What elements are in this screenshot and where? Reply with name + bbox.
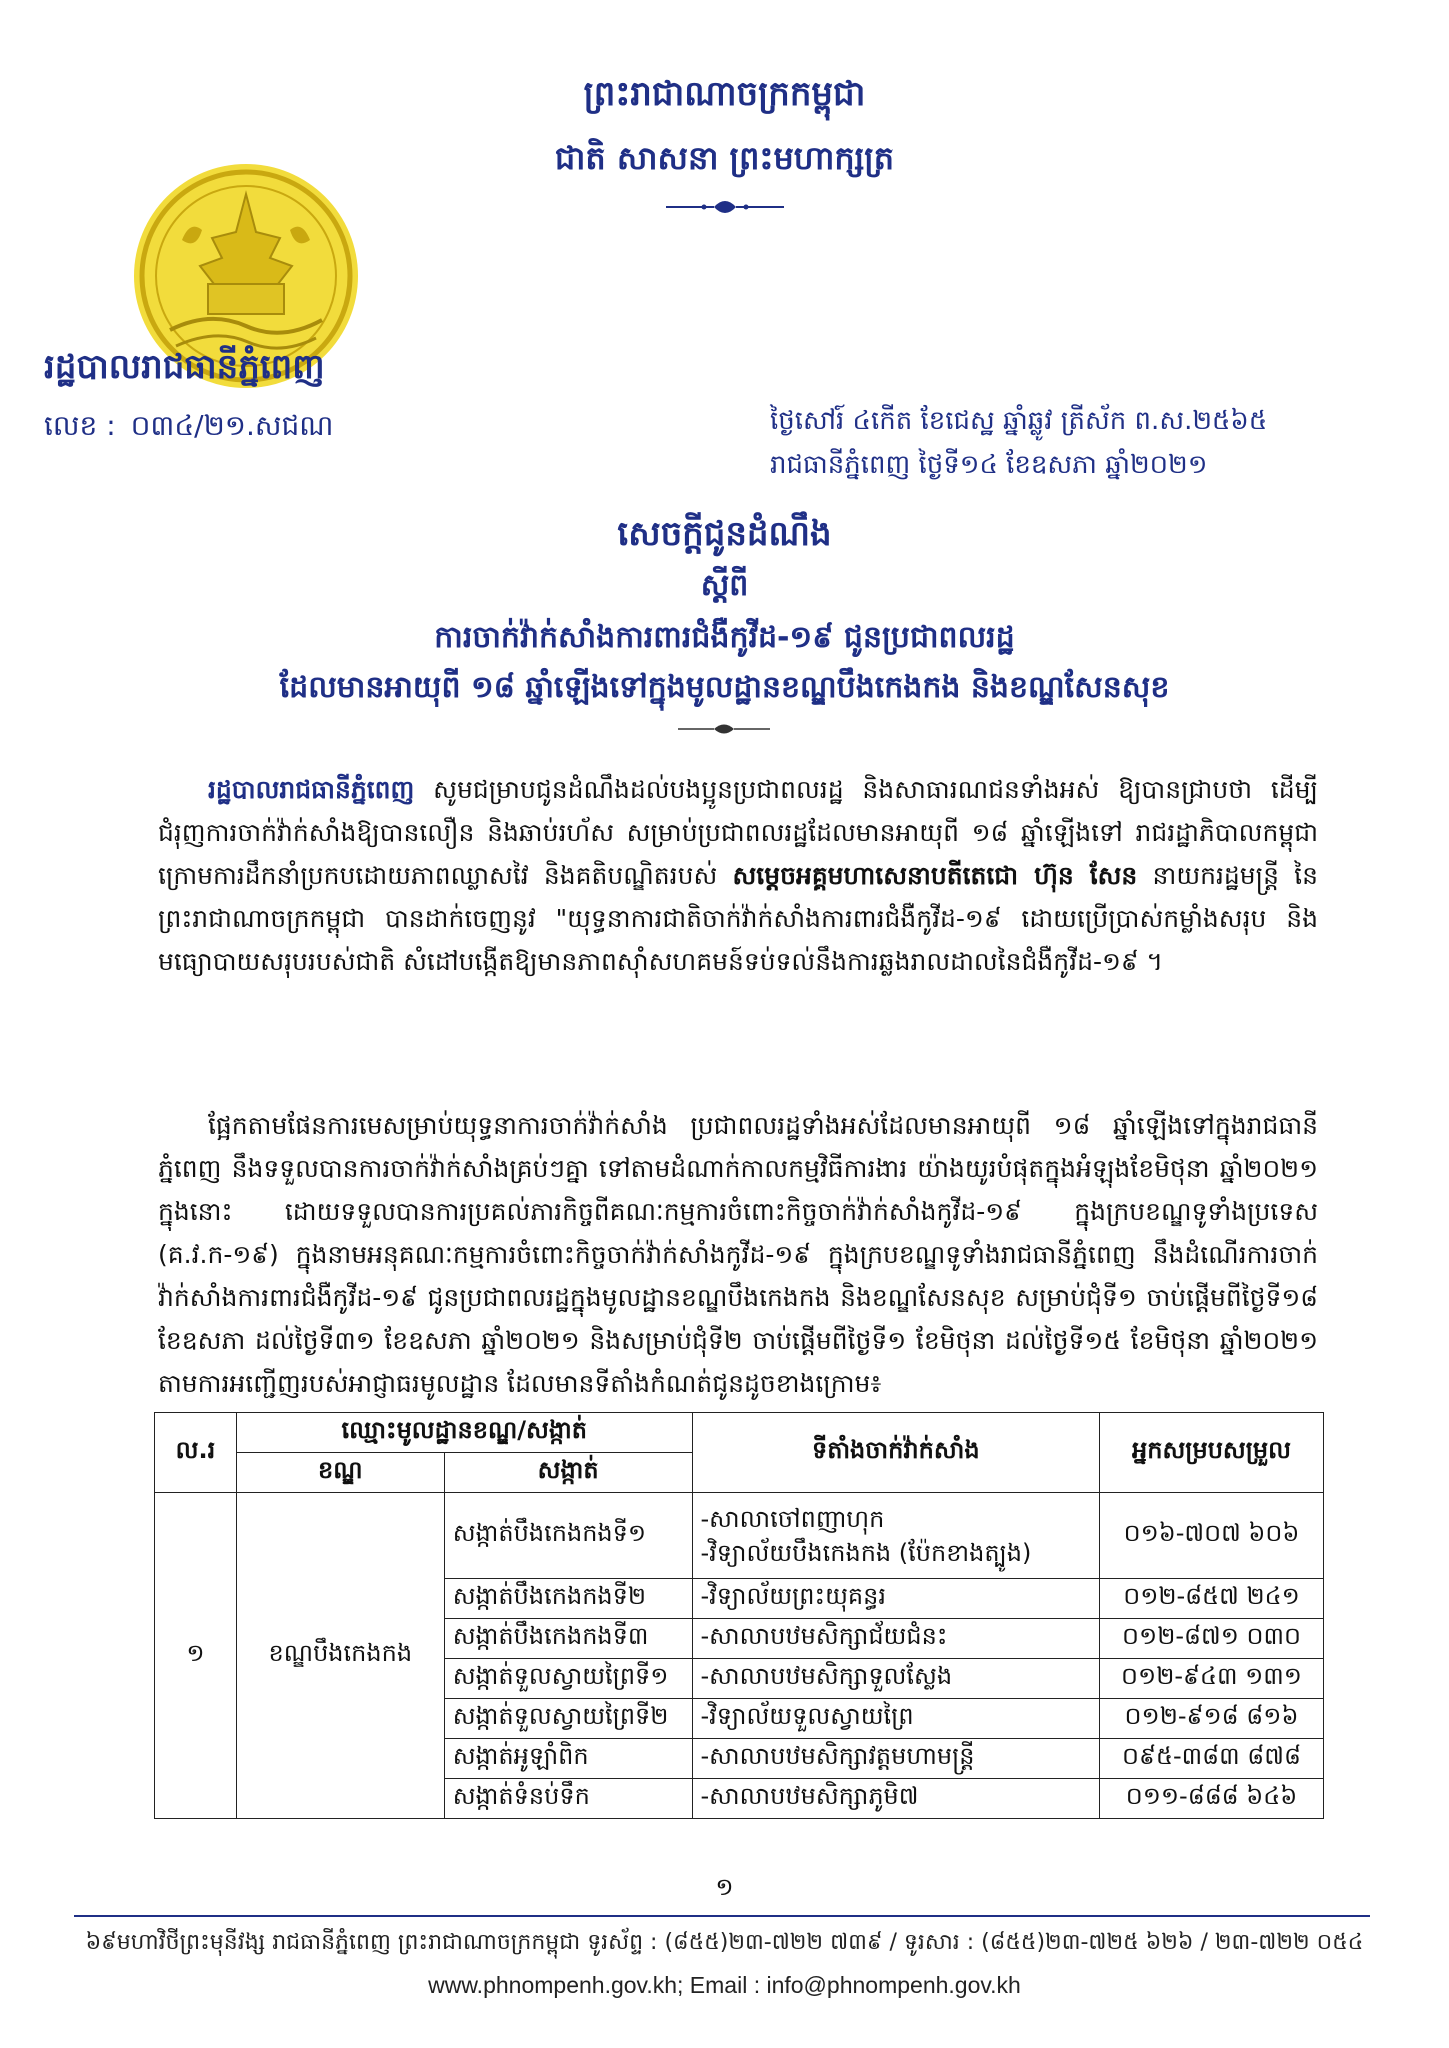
reference-value: ០៣៤/២១.សជណ (130, 409, 334, 442)
phone-cell: ០១៦-៧០៧ ៦០៦ (1100, 1493, 1324, 1579)
site-cell: -វិទ្យាល័យព្រះយុគន្ធរ (692, 1579, 1100, 1619)
page-number: ១ (715, 1873, 734, 1901)
subject-line-2: ដែលមានអាយុពី ១៨ ឆ្នាំឡើងទៅក្នុងមូលដ្ឋានខណ្ឌបឹងកេងកង និងខណ្ឌសែនសុខ (279, 670, 1170, 705)
national-motto: ជាតិ សាសនា ព្រះមហាក្សត្រ (554, 139, 895, 177)
kingdom-heading: ព្រះរាជាណាចក្រកម្ពុជា (583, 74, 866, 114)
table-row (155, 1493, 1324, 1579)
sangkat-cell: សង្កាត់អូឡាំពិក (444, 1739, 692, 1779)
prime-minister-name: សម្តេចអគ្គមហាសេនាបតីតេជោ ហ៊ុន សែន (732, 861, 1138, 890)
issuing-office: រដ្ឋបាលរាជធានីភ្នំពេញ (44, 347, 325, 387)
title-divider-icon (676, 720, 772, 738)
lunar-date: ថ្ងៃសៅរ៍ ៤កើត ខែជេស្ឋ ឆ្នាំឆ្លូវ ត្រីស័ក ព.ស.២៥៦៥ (770, 406, 1268, 436)
paragraph-1 (158, 768, 1318, 983)
row-group-number: ១ (155, 1493, 237, 1819)
sangkat-cell: សង្កាត់ទួលស្វាយព្រៃទី២ (444, 1699, 692, 1739)
title-about: ស្តីពី (700, 568, 749, 603)
subject-line-1: ការចាក់វ៉ាក់សាំងការពារជំងឺកូវីដ-១៩ ជូនប្រជាពលរដ្ឋ (434, 620, 1015, 655)
paragraph-1-text-a: សូមជម្រាបជូនដំណឹងដល់បងប្អូនប្រជាពលរដ្ឋ និងសាធារណជនទាំងអស់ ឱ្យបានជ្រាបថា ដើម្បីជំរុញការចាក់វ៉ាក់សាំងឱ្យបានលឿន និងឆាប់រហ័ស សម្រាប់ប្រជាពលរដ្ឋដែលមានអាយុពី ១៨ ឆ្នាំឡើងទៅ រាជរដ្ឋាភិបាលកម្ពុជា ក្រោមការដឹកនាំប្រកបដោយភាពឈ្លាសវៃ និងគតិបណ្ឌិតរបស់ (158, 775, 1318, 890)
header-coordinator: អ្នកសម្របសម្រួល (1100, 1413, 1324, 1493)
site-cell: -សាលាបឋមសិក្សាភូមិ៧ (692, 1779, 1100, 1819)
header-sangkat: សង្កាត់ (444, 1453, 692, 1493)
site-cell: -សាលាបឋមសិក្សាវត្តមហាមន្ត្រី (692, 1739, 1100, 1779)
reference-label: លេខ : (44, 409, 116, 442)
reference-number (44, 408, 333, 449)
phone-cell: ០៩៥-៣៨៣ ៨៧៨ (1100, 1739, 1324, 1779)
header-no: ល.រ (155, 1413, 237, 1493)
phone-cell: ០១២-៩៤៣ ១៣១ (1100, 1659, 1324, 1699)
header-khan: ខណ្ឌ (236, 1453, 444, 1493)
paragraph-2: ផ្អែកតាមផែនការមេសម្រាប់យុទ្ធនាការចាក់វ៉ាក់សាំង ប្រជាពលរដ្ឋទាំងអស់ដែលមានអាយុពី ១៨ ឆ្នាំឡើងទៅក្នុងរាជធានីភ្នំពេញ នឹងទទួលបានការចាក់វ៉ាក់សាំងគ្រប់ៗគ្នា ទៅតាមដំណាក់កាលកម្មវិធីការងារ យ៉ាងយូរបំផុតក្នុងអំឡុងខែមិថុនា ឆ្នាំ២០២១ ក្នុងនោះ ដោយទទួលបានការប្រគល់ភារកិច្ចពីគណៈកម្មការចំពោះកិច្ចចាក់វ៉ាក់សាំងកូវីដ-១៩ ក្នុងក្របខណ្ឌទូទាំងប្រទេស (គ.វ.ក-១៩) ក្នុងនាមអនុគណៈកម្មការចំពោះកិច្ចចាក់វ៉ាក់សាំងកូវីដ-១៩ ក្នុងក្របខណ្ឌទូទាំងរាជធានីភ្នំពេញ នឹងដំណើរការចាក់វ៉ាក់សាំងការពារជំងឺកូវីដ-១៩ ជូនប្រជាពលរដ្ឋក្នុងមូលដ្ឋានខណ្ឌបឹងកេងកង និងខណ្ឌសែនសុខ សម្រាប់ជុំទី១ ចាប់ផ្តើមពីថ្ងៃទី១៨ ខែឧសភា ដល់ថ្ងៃទី៣១ ខែឧសភា ឆ្នាំ២០២១ និងសម្រាប់ជុំទី២ ចាប់ផ្តើមពីថ្ងៃទី១ ខែមិថុនា ដល់ថ្ងៃទី១៥ ខែមិថុនា ឆ្នាំ២០២១ តាមការអញ្ជើញរបស់អាជ្ញាធរមូលដ្ឋាន ដែលមានទីតាំងកំណត់ជូនដូចខាងក្រោម៖ (158, 1111, 1318, 1398)
phone-cell: ០១២-៨៥៧ ២៤១ (1100, 1579, 1324, 1619)
phone-cell: ០១២-៩១៨ ៨១៦ (1100, 1699, 1324, 1739)
site-cell: -សាលាបឋមសិក្សាទួលស្លែង (692, 1659, 1100, 1699)
sangkat-cell: សង្កាត់បឹងកេងកងទី៣ (444, 1619, 692, 1659)
site-cell: -សាលាបឋមសិក្សាជ័យជំនះ (692, 1619, 1100, 1659)
site-cell: -វិទ្យាល័យទួលស្វាយព្រៃ (692, 1699, 1100, 1739)
footer-web-email: www.phnompenh.gov.kh; Email : info@phnompenh.gov.kh (428, 1972, 1021, 1998)
sangkat-cell: សង្កាត់ទំនប់ទឹក (444, 1779, 692, 1819)
sangkat-cell: សង្កាត់ទួលស្វាយព្រៃទី១ (444, 1659, 692, 1699)
phone-cell: ០១១-៨៨៨ ៦៤៦ (1100, 1779, 1324, 1819)
row-group-khan: ខណ្ឌបឹងកេងកង (236, 1493, 444, 1819)
footer-divider (74, 1915, 1370, 1917)
paragraph-1-text-b: នាយករដ្ឋមន្ត្រី នៃព្រះរាជាណាចក្រកម្ពុជា បានដាក់ចេញនូវ "យុទ្ធនាការជាតិចាក់វ៉ាក់សាំងការពារជំងឺកូវីដ-១៩ ដោយប្រើប្រាស់កម្លាំងសរុប និងមធ្យោបាយសរុបរបស់ជាតិ សំដៅបង្កើតឱ្យមានភាពស៊ាំសហគមន៍ទប់ទល់នឹងការឆ្លងរាលដាលនៃជំងឺកូវីដ-១៩ ។ (158, 861, 1318, 976)
sangkat-cell: សង្កាត់បឹងកេងកងទី២ (444, 1579, 692, 1619)
document-title: សេចក្តីជូនដំណឹង (617, 514, 832, 554)
header-area-group: ឈ្មោះមូលដ្ឋានខណ្ឌ/សង្កាត់ (236, 1413, 692, 1453)
header-site: ទីតាំងចាក់វ៉ាក់សាំង (692, 1413, 1100, 1493)
vaccination-sites-table (154, 1412, 1324, 1819)
phone-cell: ០១២-៨៧១ ០៣០ (1100, 1619, 1324, 1659)
paragraph-1-lead: រដ្ឋបាលរាជធានីភ្នំពេញ (208, 775, 415, 804)
ornament-divider-icon (664, 195, 786, 219)
solar-date: រាជធានីភ្នំពេញ ថ្ងៃទី១៤ ខែឧសភា ឆ្នាំ២០២១ (770, 450, 1208, 480)
site-cell: -សាលាចៅពញាហុក -វិទ្យាល័យបឹងកេងកង (ប៉ែកខាងត្បូង) (692, 1493, 1100, 1579)
footer-address: ៦៩មហាវិថីព្រះមុនីវង្ស រាជធានីភ្នំពេញ ព្រះរាជាណាចក្រកម្ពុជា ទូរស័ព្ទ : (៨៥៥)២៣-៧២២ ៧៣៩ / ទូរសារ : (៨៥៥)២៣-៧២៥ ៦២៦ / ២៣-៧២២ ០៥៤ (85, 1930, 1364, 1955)
sangkat-cell: សង្កាត់បឹងកេងកងទី១ (444, 1493, 692, 1579)
